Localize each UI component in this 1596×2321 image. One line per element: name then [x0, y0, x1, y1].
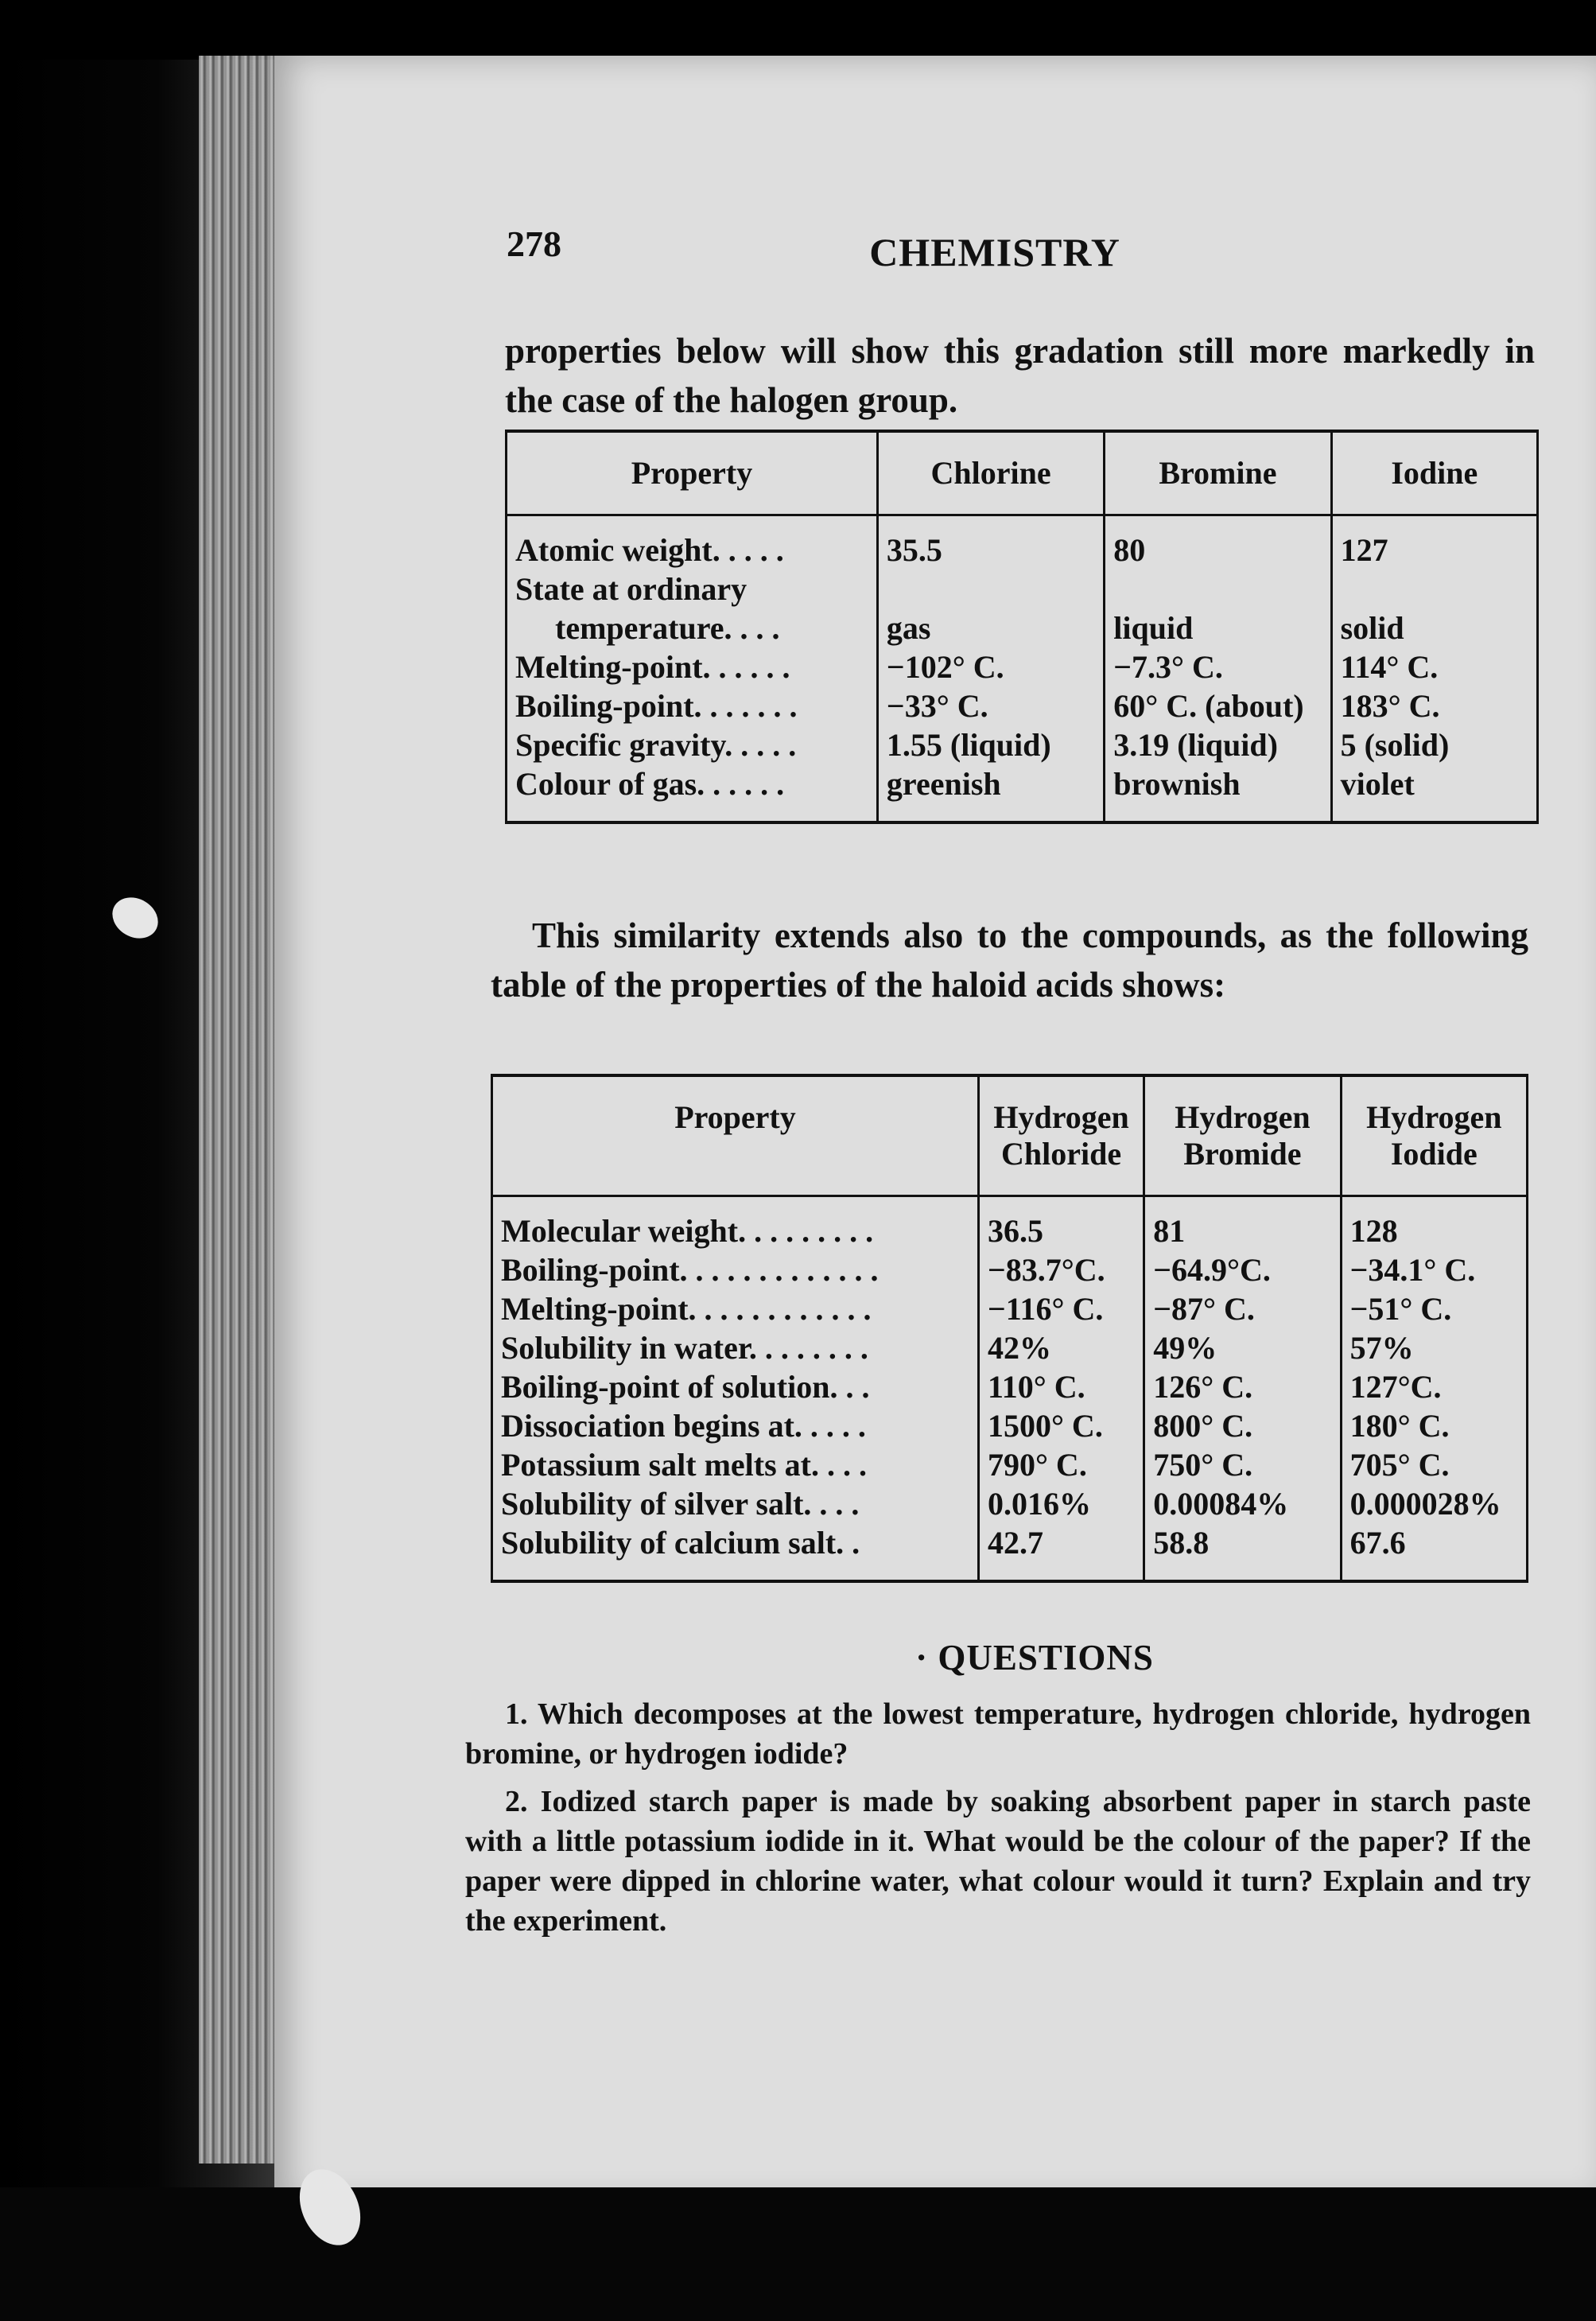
row-value: 127°C.	[1341, 1367, 1527, 1406]
row-value: gas	[877, 608, 1104, 647]
table-row	[507, 686, 1538, 725]
row-value: 57%	[1341, 1328, 1527, 1367]
row-value: −64.9°C.	[1144, 1250, 1341, 1289]
running-head: CHEMISTRY	[869, 230, 1120, 274]
row-value	[1105, 570, 1331, 608]
middle-paragraph-text: This similarity extends also to the compounds, as the following table of the properties of the haloid acids shows:	[491, 916, 1528, 1005]
header-bromine: Bromine	[1105, 431, 1331, 515]
table-row	[492, 1406, 1528, 1445]
row-label: Dissociation begins at. . . . .	[501, 1408, 866, 1444]
row-label: Atomic weight. . . . .	[515, 532, 784, 568]
row-value: 60° C. (about)	[1105, 686, 1331, 725]
question-2: 2. Iodized starch paper is made by soaking absorbent paper in starch paste with a little potassium iodide in it. What would be the colour of the paper? If the paper were dipped in chlorine water, what colour would it turn? Explain and try the experiment.	[465, 1785, 1531, 1938]
row-value	[877, 570, 1104, 608]
row-value: 67.6	[1341, 1523, 1527, 1581]
row-label: State at ordinary	[515, 571, 748, 607]
row-label: Boiling-point. . . . . . .	[515, 688, 798, 724]
table-header-row	[507, 431, 1538, 515]
row-label: Melting-point. . . . . .	[515, 649, 790, 685]
table-row	[492, 1289, 1528, 1328]
row-value: 790° C.	[978, 1445, 1144, 1484]
row-value: 750° C.	[1144, 1445, 1341, 1484]
row-value: brownish	[1105, 764, 1331, 822]
row-value: 180° C.	[1341, 1406, 1527, 1445]
intro-paragraph	[505, 326, 1535, 425]
table-row	[507, 647, 1538, 686]
header-hydrogen-iodide: Hydrogen Iodide	[1341, 1075, 1527, 1196]
table-row	[507, 515, 1538, 570]
row-value: greenish	[877, 764, 1104, 822]
table-row	[492, 1250, 1528, 1289]
table-row	[492, 1484, 1528, 1523]
book-page	[274, 56, 1596, 2203]
row-value	[1331, 570, 1537, 608]
row-value: 114° C.	[1331, 647, 1537, 686]
row-label: Potassium salt melts at. . . .	[501, 1447, 867, 1483]
row-label: Specific gravity. . . . .	[515, 727, 797, 763]
row-value: solid	[1331, 608, 1537, 647]
row-value: −87° C.	[1144, 1289, 1341, 1328]
row-value: 3.19 (liquid)	[1105, 725, 1331, 764]
row-value: 0.00084%	[1144, 1484, 1341, 1523]
row-value: 81	[1144, 1196, 1341, 1251]
row-value: liquid	[1105, 608, 1331, 647]
questions-heading: · QUESTIONS	[915, 1638, 1154, 1678]
row-value: 1.55 (liquid)	[877, 725, 1104, 764]
row-label: Colour of gas. . . . . .	[515, 766, 785, 802]
scan-bottom-shadow	[0, 2187, 1596, 2321]
row-value: 35.5	[877, 515, 1104, 570]
row-value: 183° C.	[1331, 686, 1537, 725]
table-row	[507, 725, 1538, 764]
row-label: Boiling-point. . . . . . . . . . . . .	[501, 1252, 879, 1288]
header-hydrogen-bromide: Hydrogen Bromide	[1144, 1075, 1341, 1196]
row-value: 80	[1105, 515, 1331, 570]
binding-gutter	[199, 56, 286, 2164]
row-value: −7.3° C.	[1105, 647, 1331, 686]
halogen-table-body	[507, 515, 1538, 823]
row-value: 0.016%	[978, 1484, 1144, 1523]
row-value: 1500° C.	[978, 1406, 1144, 1445]
scan-top-shadow	[0, 0, 1596, 60]
row-value: 126° C.	[1144, 1367, 1341, 1406]
table-row	[507, 608, 1538, 647]
header-property: Property	[492, 1075, 979, 1196]
table-row	[492, 1367, 1528, 1406]
page-number: 278	[507, 224, 561, 264]
row-value: 49%	[1144, 1328, 1341, 1367]
table-row	[492, 1523, 1528, 1581]
row-value: 127	[1331, 515, 1537, 570]
row-label: Boiling-point of solution. . .	[501, 1369, 870, 1405]
table-header-row	[492, 1075, 1528, 1196]
row-value: −83.7°C.	[978, 1250, 1144, 1289]
header-iodine: Iodine	[1331, 431, 1537, 515]
table-row	[507, 764, 1538, 822]
row-value: −34.1° C.	[1341, 1250, 1527, 1289]
table-row	[492, 1196, 1528, 1251]
header-hydrogen-chloride: Hydrogen Chloride	[978, 1075, 1144, 1196]
row-value: 5 (solid)	[1331, 725, 1537, 764]
header-property: Property	[507, 431, 878, 515]
row-value: 0.000028%	[1341, 1484, 1527, 1523]
table-row	[507, 570, 1538, 608]
row-value: 36.5	[978, 1196, 1144, 1251]
row-value: violet	[1331, 764, 1537, 822]
table-row	[492, 1445, 1528, 1484]
header-chlorine: Chlorine	[877, 431, 1104, 515]
row-value: 110° C.	[978, 1367, 1144, 1406]
row-value: −33° C.	[877, 686, 1104, 725]
row-label: Solubility of calcium salt. .	[501, 1525, 860, 1561]
question-1: 1. Which decomposes at the lowest temperature, hydrogen chloride, hydrogen bromine, or hydrogen iodide?	[465, 1697, 1531, 1771]
page-content	[274, 56, 1596, 2203]
row-value: −102° C.	[877, 647, 1104, 686]
row-label: Molecular weight. . . . . . . . .	[501, 1213, 874, 1249]
row-value: 42.7	[978, 1523, 1144, 1581]
row-value: −51° C.	[1341, 1289, 1527, 1328]
middle-paragraph	[491, 911, 1528, 1009]
row-value: 58.8	[1144, 1523, 1341, 1581]
halogen-properties-table	[505, 430, 1539, 824]
row-label: Solubility in water. . . . . . . .	[501, 1330, 868, 1366]
row-value: 42%	[978, 1328, 1144, 1367]
row-label: Melting-point. . . . . . . . . . . .	[501, 1291, 872, 1327]
row-value: 705° C.	[1341, 1445, 1527, 1484]
row-value: 800° C.	[1144, 1406, 1341, 1445]
haloid-acids-table	[491, 1074, 1528, 1583]
row-value: −116° C.	[978, 1289, 1144, 1328]
haloid-table-body	[492, 1196, 1528, 1582]
row-value: 128	[1341, 1196, 1527, 1251]
table-row	[492, 1328, 1528, 1367]
row-label: temperature. . . .	[555, 610, 780, 646]
intro-paragraph-text: properties below will show this gradation still more markedly in the case of the halogen group.	[505, 331, 1535, 420]
row-label: Solubility of silver salt. . . .	[501, 1486, 860, 1522]
